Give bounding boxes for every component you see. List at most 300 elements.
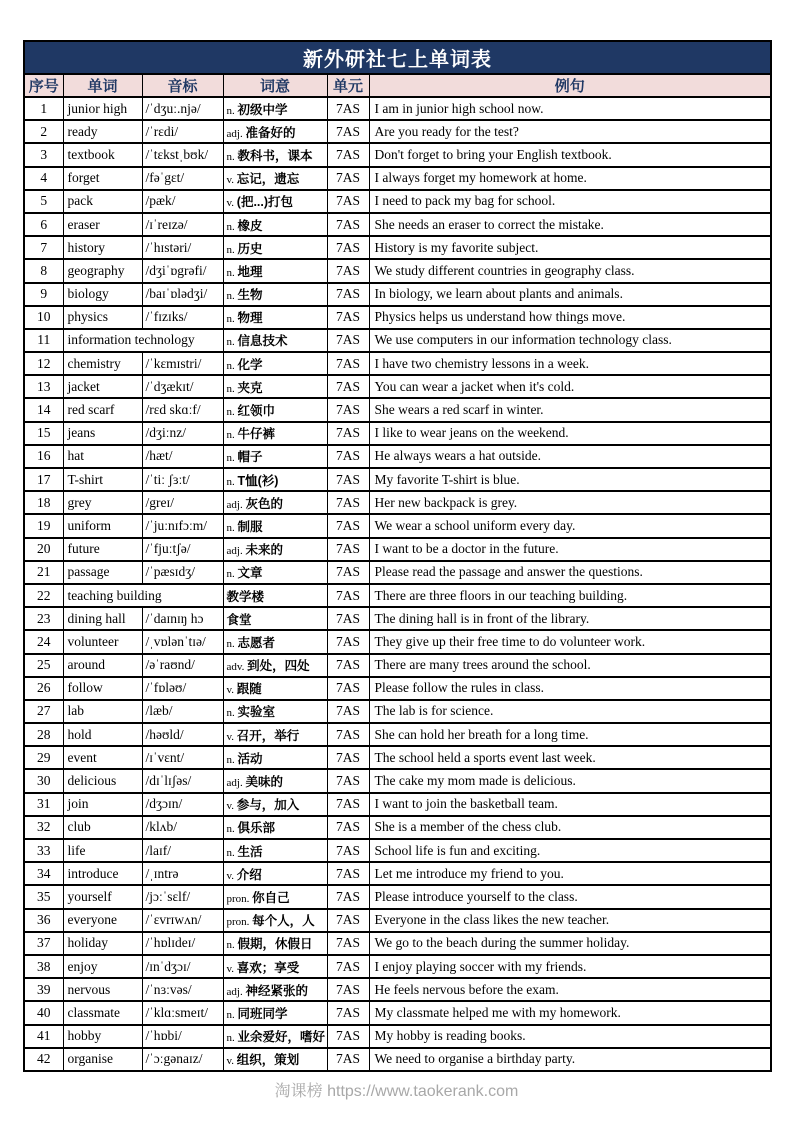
phonetic-cell: /ˈtiː ʃɜːt/ — [142, 468, 223, 491]
meaning-text: 生活 — [237, 844, 263, 859]
word-cell: around — [63, 654, 142, 677]
row-number-cell: 42 — [24, 1048, 63, 1071]
row-number-cell: 31 — [24, 793, 63, 816]
meaning-text: 活动 — [237, 751, 263, 766]
word-cell: jacket — [63, 375, 142, 398]
unit-cell: 7AS — [327, 143, 369, 166]
table-row — [24, 1048, 771, 1071]
phonetic-cell: /ˈnɜːvəs/ — [142, 978, 223, 1001]
part-of-speech-label: n. — [226, 150, 238, 163]
unit-cell: 7AS — [327, 909, 369, 932]
phonetic-cell: /əˈraʊnd/ — [142, 654, 223, 677]
watermark-footer: 淘课榜 https://www.taokerank.com — [274, 1083, 519, 1100]
meaning-cell — [223, 213, 327, 236]
part-of-speech-label: n. — [226, 266, 238, 279]
example-sentence-cell: There are three floors in our teaching building. — [369, 584, 771, 607]
meaning-cell — [223, 630, 327, 653]
meaning-cell — [223, 839, 327, 862]
meaning-cell — [223, 677, 327, 700]
meaning-text: 组织，策划 — [236, 1053, 300, 1068]
part-of-speech-label: n. — [226, 359, 238, 372]
part-of-speech-label: n. — [226, 452, 238, 465]
meaning-text: 教科书，课本 — [237, 148, 313, 163]
unit-cell: 7AS — [327, 398, 369, 421]
phonetic-cell: /hæt/ — [142, 445, 223, 468]
table-row — [24, 607, 771, 630]
table-row — [24, 746, 771, 769]
example-sentence-cell: We use computers in our information technology class. — [369, 329, 771, 352]
example-sentence-cell: Physics helps us understand how things move. — [369, 306, 771, 329]
phonetic-cell: /rɛd skɑːf/ — [142, 398, 223, 421]
row-number-cell: 13 — [24, 375, 63, 398]
table-row — [24, 259, 771, 282]
row-number-cell: 38 — [24, 955, 63, 978]
phonetic-cell: /ˈhɒlɪdeɪ/ — [142, 932, 223, 955]
part-of-speech-label: n. — [226, 637, 238, 650]
meaning-text: 参与，加入 — [236, 798, 300, 813]
meaning-cell — [223, 445, 327, 468]
meaning-text: 假期，休假日 — [237, 937, 313, 952]
column-header-example: 例句 — [369, 74, 771, 97]
word-cell: forget — [63, 167, 142, 190]
row-number-cell: 21 — [24, 561, 63, 584]
row-number-cell: 12 — [24, 352, 63, 375]
phonetic-cell: /ˈklɑːsmeɪt/ — [142, 1001, 223, 1024]
column-header-number: 序号 — [24, 74, 63, 97]
unit-cell: 7AS — [327, 97, 369, 120]
example-sentence-cell: Let me introduce my friend to you. — [369, 862, 771, 885]
table-row — [24, 584, 771, 607]
phonetic-cell: /ˌɪntrə — [142, 862, 223, 885]
part-of-speech-label: n. — [226, 406, 238, 419]
phonetic-cell: /dʒiːnz/ — [142, 422, 223, 445]
word-cell: organise — [63, 1048, 142, 1071]
meaning-cell — [223, 955, 327, 978]
table-row — [24, 630, 771, 653]
part-of-speech-label: n. — [226, 104, 238, 117]
unit-cell: 7AS — [327, 329, 369, 352]
part-of-speech-label: n. — [226, 939, 238, 952]
unit-cell: 7AS — [327, 1001, 369, 1024]
row-number-cell: 8 — [24, 259, 63, 282]
example-sentence-cell: I want to be a doctor in the future. — [369, 538, 771, 561]
example-sentence-cell: I like to wear jeans on the weekend. — [369, 422, 771, 445]
row-number-cell: 19 — [24, 514, 63, 537]
row-number-cell: 35 — [24, 885, 63, 908]
row-number-cell: 11 — [24, 329, 63, 352]
example-sentence-cell: My favorite T-shirt is blue. — [369, 468, 771, 491]
meaning-cell — [223, 909, 327, 932]
word-cell: future — [63, 538, 142, 561]
part-of-speech-label: n. — [226, 707, 238, 720]
part-of-speech-label: v. — [226, 730, 237, 743]
unit-cell: 7AS — [327, 839, 369, 862]
unit-cell: 7AS — [327, 607, 369, 630]
unit-cell: 7AS — [327, 514, 369, 537]
meaning-cell — [223, 654, 327, 677]
phonetic-cell: /ˈfɒləʊ/ — [142, 677, 223, 700]
table-row — [24, 445, 771, 468]
meaning-text: 生物 — [237, 288, 263, 303]
column-header-meaning: 词意 — [223, 74, 327, 97]
row-number-cell: 22 — [24, 584, 63, 607]
row-number-cell: 39 — [24, 978, 63, 1001]
table-row — [24, 978, 771, 1001]
unit-cell: 7AS — [327, 167, 369, 190]
table-row — [24, 932, 771, 955]
phonetic-cell: /dʒɔɪn/ — [142, 793, 223, 816]
word-cell: yourself — [63, 885, 142, 908]
phonetic-cell: /greɪ/ — [142, 491, 223, 514]
example-sentence-cell: My classmate helped me with my homework. — [369, 1001, 771, 1024]
meaning-cell — [223, 793, 327, 816]
word-cell: red scarf — [63, 398, 142, 421]
table-row — [24, 561, 771, 584]
unit-cell: 7AS — [327, 561, 369, 584]
unit-cell: 7AS — [327, 654, 369, 677]
table-row — [24, 955, 771, 978]
phonetic-cell: /ˈfjuːtʃə/ — [142, 538, 223, 561]
word-cell: biology — [63, 283, 142, 306]
part-of-speech-label: n. — [226, 290, 238, 303]
meaning-text: 制服 — [237, 519, 263, 534]
table-row — [24, 143, 771, 166]
example-sentence-cell: I want to join the basketball team. — [369, 793, 771, 816]
meaning-cell — [223, 1048, 327, 1071]
example-sentence-cell: The school held a sports event last week. — [369, 746, 771, 769]
table-row — [24, 236, 771, 259]
table-row — [24, 839, 771, 862]
example-sentence-cell: Are you ready for the test? — [369, 120, 771, 143]
part-of-speech-label: adj. — [226, 545, 246, 558]
row-number-cell: 16 — [24, 445, 63, 468]
meaning-text: 美味的 — [245, 775, 283, 790]
meaning-text: 跟随 — [236, 682, 262, 697]
unit-cell: 7AS — [327, 468, 369, 491]
meaning-cell — [223, 352, 327, 375]
part-of-speech-label: n. — [226, 382, 238, 395]
unit-cell: 7AS — [327, 283, 369, 306]
meaning-cell — [223, 561, 327, 584]
meaning-text: 每个人，人 — [252, 914, 315, 929]
table-row — [24, 1001, 771, 1024]
unit-cell: 7AS — [327, 352, 369, 375]
example-sentence-cell: He always wears a hat outside. — [369, 445, 771, 468]
example-sentence-cell: I always forget my homework at home. — [369, 167, 771, 190]
meaning-cell — [223, 700, 327, 723]
meaning-cell — [223, 143, 327, 166]
meaning-cell — [223, 1025, 327, 1048]
table-row — [24, 793, 771, 816]
meaning-cell — [223, 514, 327, 537]
meaning-text: 到处，四处 — [247, 659, 310, 674]
example-sentence-cell: Please follow the rules in class. — [369, 677, 771, 700]
meaning-cell — [223, 746, 327, 769]
word-cell: information technology — [63, 329, 223, 352]
row-number-cell: 25 — [24, 654, 63, 677]
meaning-text: 准备好的 — [245, 125, 296, 140]
example-sentence-cell: We go to the beach during the summer holiday. — [369, 932, 771, 955]
column-header-phonetic: 音标 — [142, 74, 223, 97]
meaning-cell — [223, 1001, 327, 1024]
example-sentence-cell: The lab is for science. — [369, 700, 771, 723]
unit-cell: 7AS — [327, 700, 369, 723]
meaning-text: 俱乐部 — [237, 821, 276, 836]
phonetic-cell: /ˌvɒlənˈtɪə/ — [142, 630, 223, 653]
example-sentence-cell: I need to pack my bag for school. — [369, 190, 771, 213]
row-number-cell: 37 — [24, 932, 63, 955]
phonetic-cell: /ˈɛvrɪwʌn/ — [142, 909, 223, 932]
unit-cell: 7AS — [327, 236, 369, 259]
meaning-cell — [223, 259, 327, 282]
table-title-row — [24, 41, 771, 74]
table-row — [24, 538, 771, 561]
unit-cell: 7AS — [327, 306, 369, 329]
table-row — [24, 909, 771, 932]
table-row — [24, 862, 771, 885]
row-number-cell: 40 — [24, 1001, 63, 1024]
meaning-cell — [223, 932, 327, 955]
meaning-cell — [223, 607, 327, 630]
meaning-cell — [223, 491, 327, 514]
meaning-cell — [223, 120, 327, 143]
example-sentence-cell: Please read the passage and answer the questions. — [369, 561, 771, 584]
word-cell: physics — [63, 306, 142, 329]
meaning-cell — [223, 723, 327, 746]
part-of-speech-label: n. — [226, 429, 238, 442]
example-sentence-cell: I enjoy playing soccer with my friends. — [369, 955, 771, 978]
part-of-speech-label: n. — [226, 753, 238, 766]
part-of-speech-label: n. — [226, 568, 238, 581]
example-sentence-cell: School life is fun and exciting. — [369, 839, 771, 862]
meaning-cell — [223, 190, 327, 213]
word-cell: everyone — [63, 909, 142, 932]
meaning-text: 食堂 — [226, 612, 252, 627]
row-number-cell: 33 — [24, 839, 63, 862]
part-of-speech-label: n. — [226, 521, 238, 534]
unit-cell: 7AS — [327, 120, 369, 143]
meaning-text: 帽子 — [237, 450, 263, 465]
part-of-speech-label: v. — [226, 684, 237, 697]
word-cell: teaching building — [63, 584, 223, 607]
word-cell: pack — [63, 190, 142, 213]
meaning-cell — [223, 468, 327, 491]
meaning-text: 牛仔裤 — [237, 427, 276, 442]
table-row — [24, 306, 771, 329]
unit-cell: 7AS — [327, 955, 369, 978]
part-of-speech-label: v. — [226, 197, 237, 210]
meaning-text: 同班同学 — [237, 1006, 288, 1021]
table-row — [24, 329, 771, 352]
meaning-text: 未来的 — [245, 543, 283, 558]
meaning-text: 介绍 — [236, 867, 262, 882]
phonetic-cell: /ˈrɛdi/ — [142, 120, 223, 143]
table-row — [24, 352, 771, 375]
row-number-cell: 6 — [24, 213, 63, 236]
example-sentence-cell: Don't forget to bring your English textbook. — [369, 143, 771, 166]
unit-cell: 7AS — [327, 375, 369, 398]
meaning-text: T恤(衫) — [237, 473, 279, 488]
phonetic-cell: /ˈtɛkstˌbʊk/ — [142, 143, 223, 166]
phonetic-cell: /ˈdaɪnɪŋ hɔ — [142, 607, 223, 630]
phonetic-cell: /fəˈgɛt/ — [142, 167, 223, 190]
part-of-speech-label: adj. — [226, 498, 246, 511]
part-of-speech-label: adj. — [226, 127, 246, 140]
row-number-cell: 18 — [24, 491, 63, 514]
unit-cell: 7AS — [327, 584, 369, 607]
row-number-cell: 32 — [24, 816, 63, 839]
meaning-cell — [223, 885, 327, 908]
word-cell: club — [63, 816, 142, 839]
part-of-speech-label: n. — [226, 475, 238, 488]
word-cell: T-shirt — [63, 468, 142, 491]
word-cell: delicious — [63, 769, 142, 792]
word-cell: nervous — [63, 978, 142, 1001]
row-number-cell: 17 — [24, 468, 63, 491]
table-row — [24, 97, 771, 120]
part-of-speech-label: v. — [226, 1055, 237, 1068]
meaning-text: 实验室 — [237, 705, 276, 720]
page-title: 新外研社七上单词表 — [24, 41, 771, 74]
row-number-cell: 34 — [24, 862, 63, 885]
phonetic-cell: /klʌb/ — [142, 816, 223, 839]
example-sentence-cell: My hobby is reading books. — [369, 1025, 771, 1048]
row-number-cell: 9 — [24, 283, 63, 306]
unit-cell: 7AS — [327, 213, 369, 236]
example-sentence-cell: I am in junior high school now. — [369, 97, 771, 120]
word-cell: classmate — [63, 1001, 142, 1024]
table-row — [24, 283, 771, 306]
meaning-text: 夹克 — [237, 380, 263, 395]
row-number-cell: 3 — [24, 143, 63, 166]
table-row — [24, 677, 771, 700]
example-sentence-cell: The dining hall is in front of the library. — [369, 607, 771, 630]
example-sentence-cell: She is a member of the chess club. — [369, 816, 771, 839]
unit-cell: 7AS — [327, 422, 369, 445]
meaning-cell — [223, 97, 327, 120]
table-header-row — [24, 74, 771, 97]
example-sentence-cell: Everyone in the class likes the new teacher. — [369, 909, 771, 932]
table-row — [24, 723, 771, 746]
part-of-speech-label: adj. — [226, 777, 246, 790]
word-cell: event — [63, 746, 142, 769]
word-cell: geography — [63, 259, 142, 282]
column-header-unit: 单元 — [327, 74, 369, 97]
table-row — [24, 769, 771, 792]
part-of-speech-label: v. — [226, 869, 237, 882]
part-of-speech-label: n. — [226, 220, 238, 233]
table-row — [24, 190, 771, 213]
table-row — [24, 816, 771, 839]
table-row — [24, 213, 771, 236]
meaning-text: 物理 — [237, 311, 263, 326]
part-of-speech-label: pron. — [226, 892, 253, 905]
part-of-speech-label: v. — [226, 800, 237, 813]
unit-cell: 7AS — [327, 1048, 369, 1071]
unit-cell: 7AS — [327, 862, 369, 885]
meaning-text: 橡皮 — [237, 218, 263, 233]
phonetic-cell: /dɪˈlɪʃəs/ — [142, 769, 223, 792]
unit-cell: 7AS — [327, 885, 369, 908]
row-number-cell: 10 — [24, 306, 63, 329]
vocabulary-table — [23, 40, 772, 1072]
example-sentence-cell: He feels nervous before the exam. — [369, 978, 771, 1001]
example-sentence-cell: She needs an eraser to correct the mistake. — [369, 213, 771, 236]
meaning-text: 忘记，遗忘 — [236, 172, 300, 187]
word-cell: life — [63, 839, 142, 862]
unit-cell: 7AS — [327, 259, 369, 282]
unit-cell: 7AS — [327, 793, 369, 816]
meaning-text: 神经紧张的 — [245, 983, 308, 998]
table-row — [24, 375, 771, 398]
part-of-speech-label: n. — [226, 846, 238, 859]
row-number-cell: 26 — [24, 677, 63, 700]
meaning-text: 你自己 — [252, 890, 290, 905]
table-row — [24, 700, 771, 723]
word-cell: textbook — [63, 143, 142, 166]
phonetic-cell: /ɪnˈdʒɔɪ/ — [142, 955, 223, 978]
meaning-cell — [223, 236, 327, 259]
example-sentence-cell: History is my favorite subject. — [369, 236, 771, 259]
meaning-cell — [223, 769, 327, 792]
meaning-cell — [223, 538, 327, 561]
row-number-cell: 23 — [24, 607, 63, 630]
word-cell: holiday — [63, 932, 142, 955]
table-row — [24, 468, 771, 491]
row-number-cell: 5 — [24, 190, 63, 213]
part-of-speech-label: n. — [226, 823, 238, 836]
meaning-text: 教学楼 — [226, 589, 265, 604]
meaning-text: 灰色的 — [245, 496, 283, 511]
unit-cell: 7AS — [327, 190, 369, 213]
phonetic-cell: /ˈkɛmɪstri/ — [142, 352, 223, 375]
meaning-cell — [223, 398, 327, 421]
row-number-cell: 27 — [24, 700, 63, 723]
unit-cell: 7AS — [327, 445, 369, 468]
example-sentence-cell: Her new backpack is grey. — [369, 491, 771, 514]
table-body — [24, 97, 771, 1071]
word-cell: lab — [63, 700, 142, 723]
meaning-cell — [223, 978, 327, 1001]
unit-cell: 7AS — [327, 630, 369, 653]
unit-cell: 7AS — [327, 816, 369, 839]
word-cell: ready — [63, 120, 142, 143]
meaning-cell — [223, 306, 327, 329]
word-cell: junior high — [63, 97, 142, 120]
meaning-text: 志愿者 — [237, 635, 276, 650]
word-cell: passage — [63, 561, 142, 584]
unit-cell: 7AS — [327, 677, 369, 700]
meaning-cell — [223, 422, 327, 445]
row-number-cell: 41 — [24, 1025, 63, 1048]
row-number-cell: 14 — [24, 398, 63, 421]
row-number-cell: 30 — [24, 769, 63, 792]
example-sentence-cell: I have two chemistry lessons in a week. — [369, 352, 771, 375]
table-row — [24, 654, 771, 677]
table-row — [24, 491, 771, 514]
unit-cell: 7AS — [327, 491, 369, 514]
phonetic-cell: /ˈhɒbi/ — [142, 1025, 223, 1048]
word-cell: hobby — [63, 1025, 142, 1048]
phonetic-cell: /həʊld/ — [142, 723, 223, 746]
row-number-cell: 20 — [24, 538, 63, 561]
row-number-cell: 4 — [24, 167, 63, 190]
meaning-text: 地理 — [237, 264, 263, 279]
phonetic-cell: /ˈdʒækɪt/ — [142, 375, 223, 398]
part-of-speech-label: adv. — [226, 661, 248, 674]
part-of-speech-label: v. — [226, 962, 237, 975]
meaning-text: 化学 — [237, 357, 263, 372]
